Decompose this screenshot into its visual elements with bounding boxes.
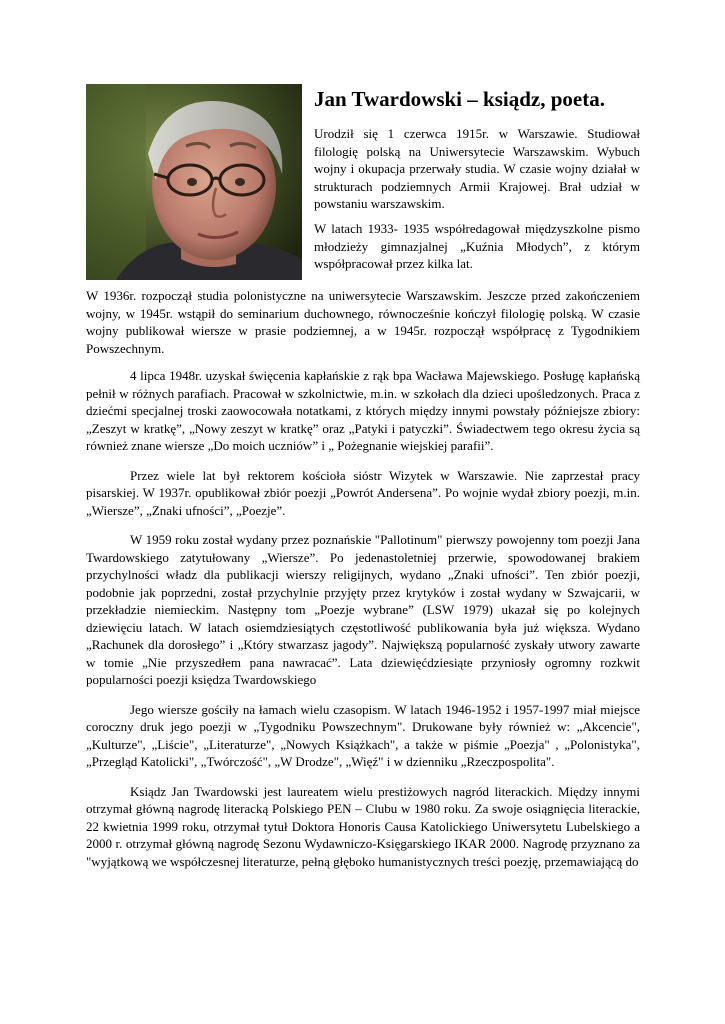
body-paragraph: Jego wiersze gościły na łamach wielu czasopism. W latach 1946-1952 i 1957-1997 miał miejsce coroczny druk jego poezji w „Tygodniku Powszechnym". Drukowane były również w: „Akcencie", „Kulturze", „Liście", „Literaturze", „Nowych Książkach", a także w piśmie „Poezja" , „Polonistyka", „Przegląd Katolicki", „Twórczość", „W Drodze", „Więź" i w dzienniku „Rzeczpospolita". <box>86 701 640 769</box>
body-paragraph: W 1959 roku został wydany przez poznańskie "Pallotinum" pierwszy powojenny tom poezji Jana Twardowskiego zatytułowany „Wiersze”. Po jedenastoletniej przerwie, spowodowanej brakiem przychylności władz dla publikacji wierszy religijnych, wydano „Znaki ufności”. Ten zbiór poezji, podobnie jak poprzedni, został przychylnie przyjęty przez krytyków i został wydany w Szwajcarii, w przekładzie niemieckim. Następny tom „Poezje wybrane” (LSW 1979) ukazał się po kolejnych dziewięciu latach. W latach osiemdziesiątych częstotliwość publikowania była już większa. Wydano „Rachunek dla dorosłego” i „Który stwarzasz jagody”. Największą popularność zyskały utwory zawarte w tomie „Nie przyszedłem pana nawracać”. Lata dziewięćdziesiąte przyniosły ogromny rozkwit popularności poezji księdza Twardowskiego <box>86 532 640 687</box>
body-paragraph: 4 lipca 1948r. uzyskał święcenia kapłańskie z rąk bpa Wacława Majewskiego. Posługę kapłańską pełnił w różnych parafiach. Pracował w szkolnictwie, m.in. w szkołach dla dzieci upośledzonych. Praca z dziećmi specjalnej troski zaowocowała notatkami, z których między innymi powstały późniejsze zbiory: „Zeszyt w kratkę”, „Nowy zeszyt w kratkę” oraz „Patyki i patyczki”. Świadectwem tego okresu życia są również znane wiersze „Do moich uczniów” i „ Pożegnanie wiejskiej parafii”. <box>86 368 640 453</box>
document-body <box>86 287 640 882</box>
intro-paragraph: Urodził się 1 czerwca 1915r. w Warszawie. Studiował filologię polską na Uniwersytecie Warszawskim. Wybuch wojny i okupacja przerwały studia. W czasie wojny działał w strukturach podziemnych Armii Krajowej. Brał udział w powstaniu warszawskim. <box>314 126 640 211</box>
page-title: Jan Twardowski – ksiądz, poeta. <box>314 87 605 111</box>
body-paragraph: W 1936r. rozpoczął studia polonistyczne na uniwersytecie Warszawskim. Jeszcze przed zakończeniem wojny, w 1945r. wstąpił do seminarium duchownego, równocześnie kończył filologię polską. W czasie wojny publikował wiersze w prasie podziemnej, a w 1945r. rozpoczął współpracę z Tygodnikiem Powszechnym. <box>86 288 640 356</box>
body-paragraph: Przez wiele lat był rektorem kościoła sióstr Wizytek w Warszawie. Nie zaprzestał pracy pisarskiej. W 1937r. opublikował zbiór poezji „Powrót Andersena”. Po wojnie wydał zbiory poezji, m.in. „Wiersze”, „Znaki ufności”, „Poezje”. <box>86 467 640 518</box>
intro-paragraph: W latach 1933- 1935 współredagował międzyszkolne pismo młodzieży gimnazjalnej „Kuźnia Młodych”, z którym współpracował przez kilka lat. <box>314 221 640 271</box>
author-portrait-photo <box>86 84 302 280</box>
body-paragraph: Ksiądz Jan Twardowski jest laureatem wielu prestiżowych nagród literackich. Między innymi otrzymał główną nagrodę literacką Polskiego PEN – Clubu w 1980 roku. Za swoje osiągnięcia literackie, 22 kwietnia 1999 roku, otrzymał tytuł Doktora Honoris Causa Katolickiego Uniwersytetu Lubelskiego a 2000 r. otrzymał główną nagrodę Sezonu Wydawniczo-Księgarskiego IKAR 2000. Nagrodę przyznano za "wyjątkową we współczesnej literaturze, pełną głęboko humanistycznych treści poezję, przemawiającą do <box>86 783 640 869</box>
portrait-image <box>86 84 302 280</box>
